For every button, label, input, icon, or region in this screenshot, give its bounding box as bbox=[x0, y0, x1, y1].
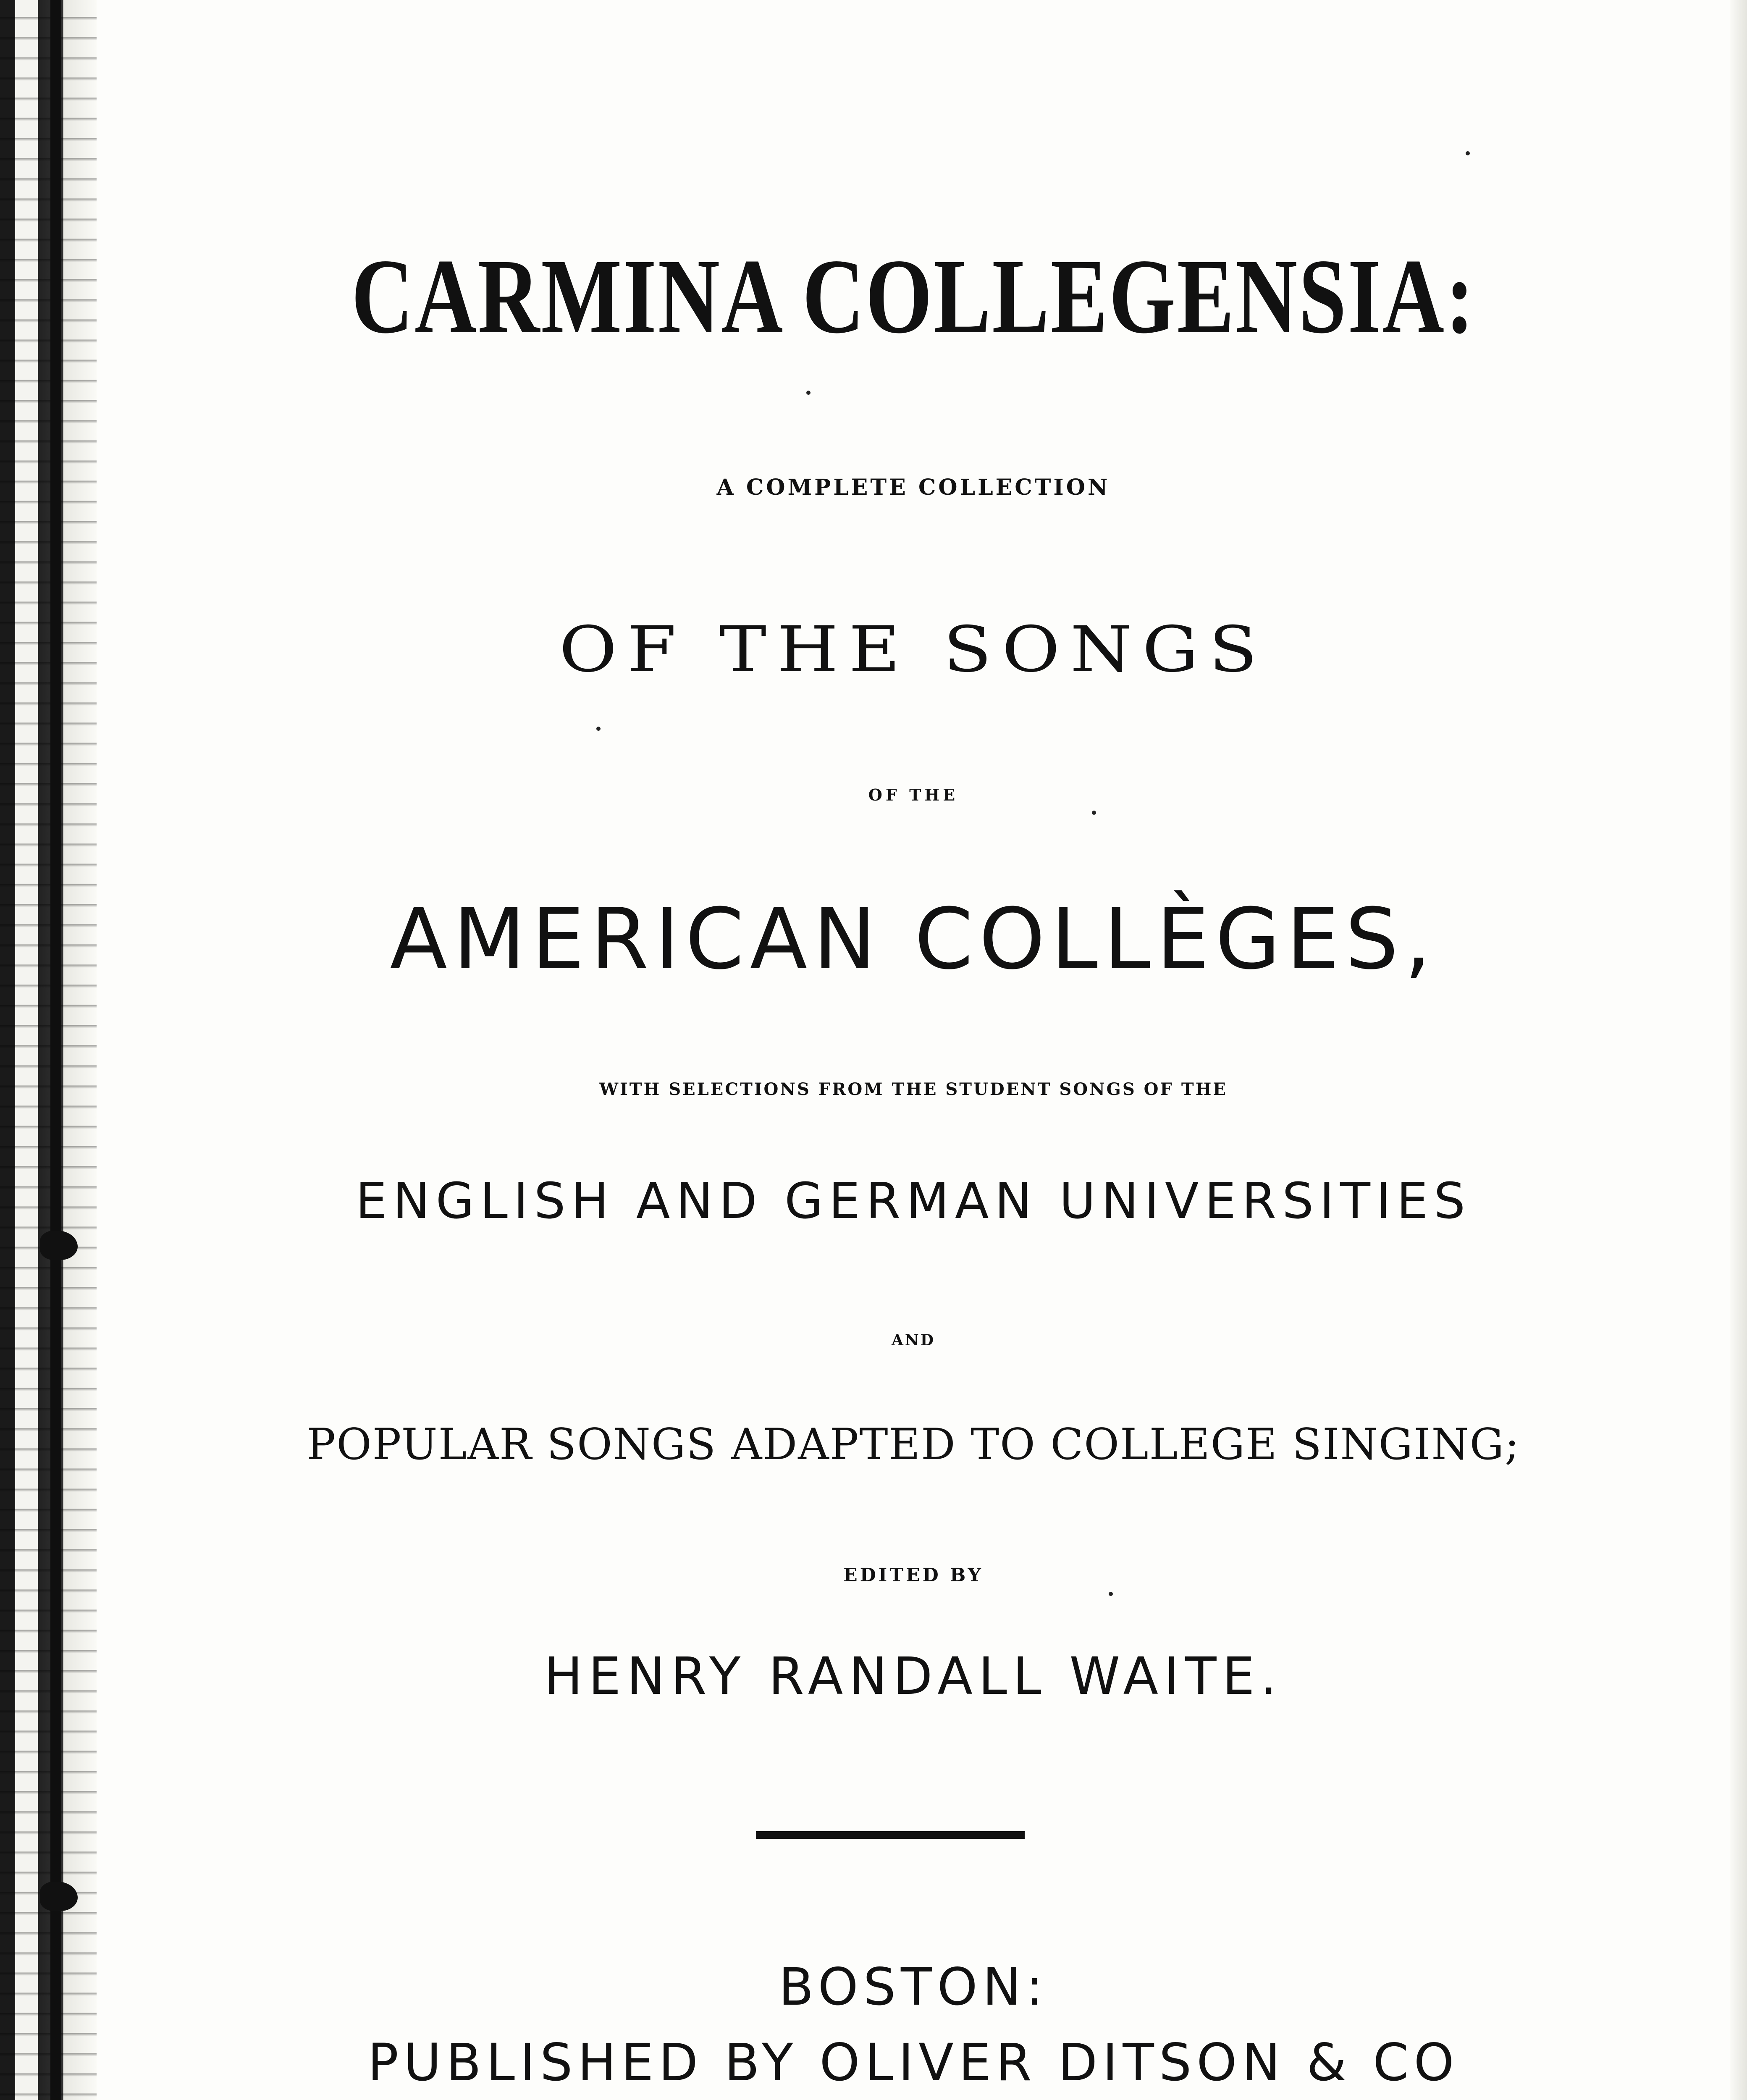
book-title: CARMINA COLLEGENSIA: bbox=[351, 237, 1476, 356]
binding-edge bbox=[0, 0, 97, 2100]
ink-speck bbox=[596, 727, 601, 731]
subtitle-complete-collection: A COMPLETE COLLECTION bbox=[716, 475, 1110, 500]
binding-spine bbox=[50, 0, 61, 2100]
subtitle-english-german-universities: ENGLISH AND GERMAN UNIVERSITIES bbox=[355, 1172, 1472, 1230]
editor-name: HENRY RANDALL WAITE. bbox=[544, 1646, 1283, 1706]
subtitle-american-colleges: AMERICAN COLLÈGES, bbox=[390, 890, 1437, 988]
connector-of-the: OF THE bbox=[868, 785, 959, 804]
ink-speck bbox=[1109, 1592, 1113, 1596]
imprint-publisher: PUBLISHED BY OLIVER DITSON & CO bbox=[367, 2033, 1459, 2092]
subtitle-with-selections: WITH SELECTIONS FROM THE STUDENT SONGS OF THE bbox=[599, 1079, 1228, 1099]
decorative-rule bbox=[756, 1831, 1025, 1839]
edited-by-label: EDITED BY bbox=[843, 1564, 984, 1586]
ink-speck bbox=[1466, 151, 1470, 155]
connector-and: AND bbox=[891, 1331, 936, 1349]
subtitle-popular-songs: POPULAR SONGS ADAPTED TO COLLEGE SINGING; bbox=[307, 1420, 1520, 1470]
subtitle-of-the-songs: OF THE SONGS bbox=[559, 613, 1268, 686]
imprint-city: BOSTON: bbox=[779, 1957, 1048, 2017]
page-right-edge bbox=[1730, 0, 1747, 2100]
ink-speck bbox=[1092, 811, 1096, 815]
ink-speck bbox=[806, 391, 811, 395]
